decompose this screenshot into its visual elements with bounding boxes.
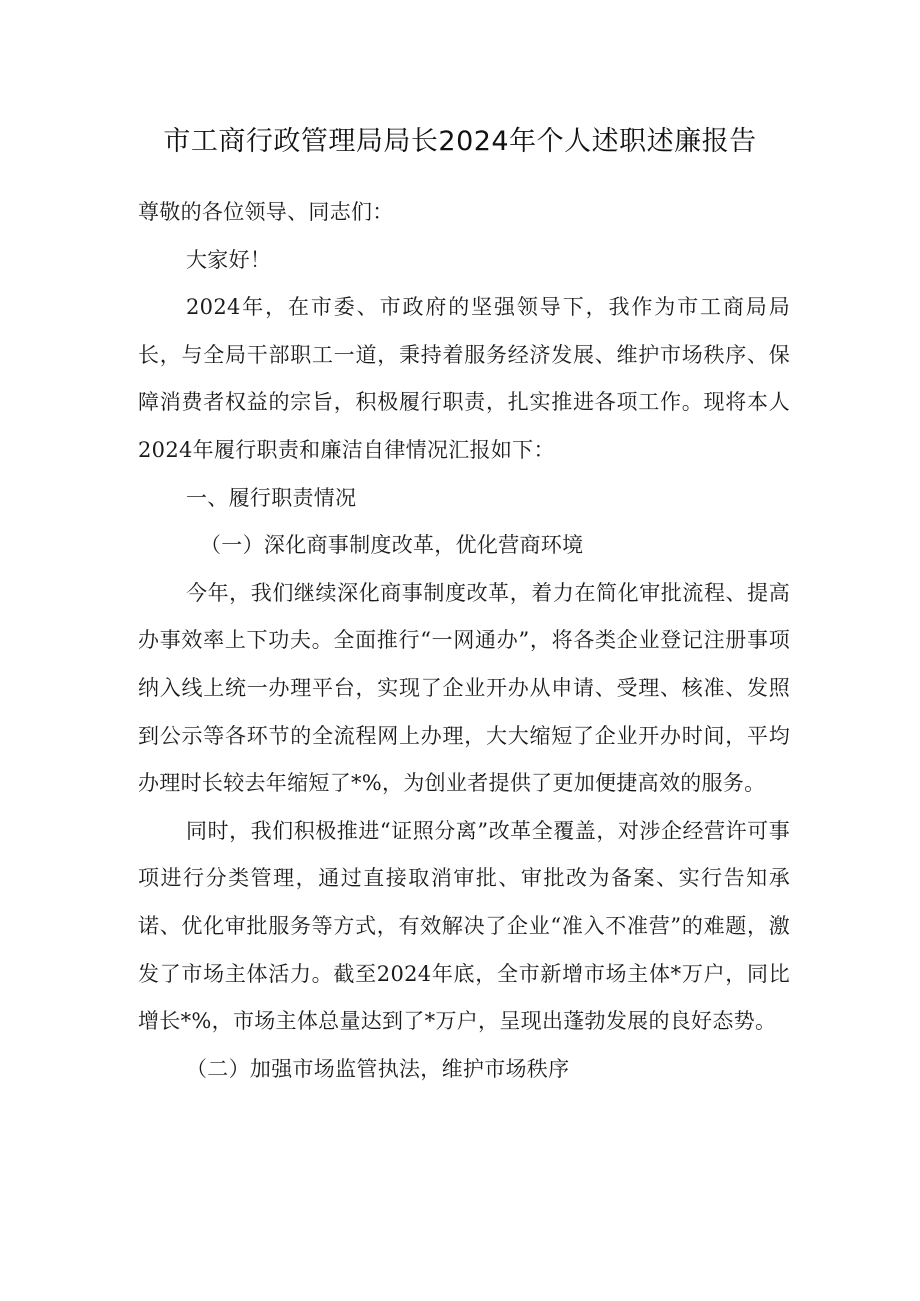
greeting: 大家好！ — [186, 247, 272, 272]
document-body — [138, 189, 790, 1093]
document-title: 市工商行政管理局局长2024年个人述职述廉报告 — [163, 126, 757, 157]
body-paragraph: 今年，我们继续深化商事制度改革，着力在简化审批流程、提高办事效率上下功夫。全面推行“一网通办”，将各类企业登记注册事项纳入线上统一办理平台，实现了企业开办从申请、受理、核准、发照到公示等各环节的全流程网上办理，大大缩短了企业开办时间，平均办理时长较去年缩短了*%，为创业者提供了更加便捷高效的服务。 — [138, 580, 790, 796]
body-paragraph: 同时，我们积极推进“证照分离”改革全覆盖，对涉企经营许可事项进行分类管理，通过直接取消审批、审批改为备案、实行告知承诺、优化审批服务等方式，有效解决了企业“准入不准营”的难题，激发了市场主体活力。截至2024年底，全市新增市场主体*万户，同比增长*%，市场主体总量达到了*万户，呈现出蓬勃发展的良好态势。 — [138, 818, 790, 1034]
intro-paragraph: 2024年，在市委、市政府的坚强领导下，我作为市工商局局长，与全局干部职工一道，秉持着服务经济发展、维护市场秩序、保障消费者权益的宗旨，积极履行职责，扎实推进各项工作。现将本人2024年履行职责和廉洁自律情况汇报如下： — [138, 295, 790, 462]
subsection-heading-2: （二）加强市场监管执法，维护市场秩序 — [186, 1056, 570, 1081]
section-heading-1: 一、履行职责情况 — [186, 485, 357, 510]
subsection-heading-1: （一）深化商事制度改革，优化营商环境 — [200, 533, 584, 558]
salutation: 尊敬的各位领导、同志们： — [138, 200, 394, 224]
